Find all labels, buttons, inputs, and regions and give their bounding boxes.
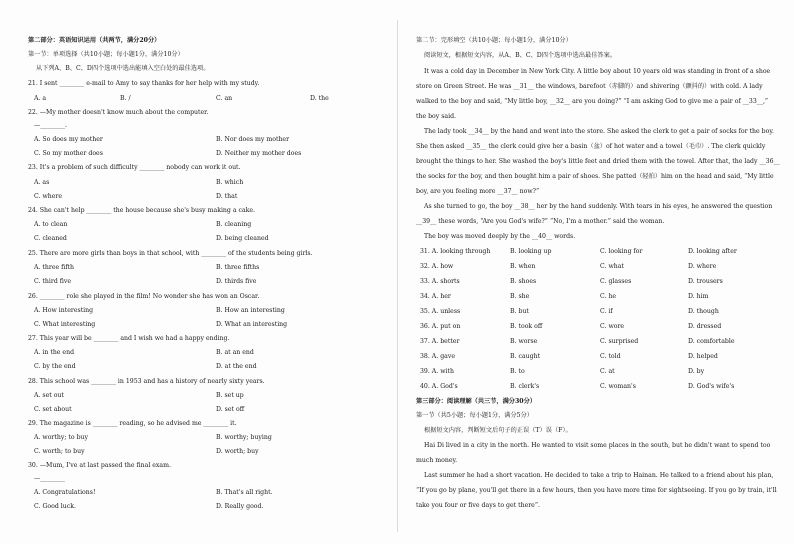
passage-line: She then asked __35__ the clerk could give her a basin（盆）of hot water and a towel（毛巾）. The clerk quickly [416, 143, 766, 150]
option[interactable]: D. being cleaned [216, 235, 269, 242]
option[interactable]: A. to clean [34, 221, 68, 228]
option[interactable]: D. at the end [216, 363, 257, 370]
question-stem: 28. This school was ________ in 1953 and has a history of nearly sixty years. [28, 378, 265, 385]
option[interactable]: C. he [600, 293, 617, 300]
reading-line: “If you go by plane, you'll get there in a few hours, then you have more time for sightseeing. If you go by train, it'll [416, 487, 777, 494]
passage-line: The lady took __34__ by the hand and went into the store. She asked the clerk to get a pair of socks for the boy. [424, 128, 774, 135]
instruction: 根据短文内容，判断短文后句子的正误（T）误（F）。 [424, 427, 572, 434]
option[interactable]: D. where [688, 263, 717, 270]
option[interactable]: C. glasses [600, 278, 632, 285]
option[interactable]: A. set out [34, 392, 64, 399]
passage-line: As she turned to go, the boy __38__ her by the hand suddenly. With tears in his eyes, he answered the question [424, 203, 773, 210]
option[interactable]: C. told [600, 353, 621, 360]
option[interactable]: D. What an interesting [216, 321, 288, 328]
passage-line: brought the things to her. She washed the boy's little feet and dried them with the towel. After that, the lady __36__ [416, 158, 780, 165]
option[interactable]: C. looking for [600, 248, 643, 255]
passage-line: walked to the boy and said, “My little boy, __32__ are you doing?” “I am asking God to give me a pair of __33__,” [416, 98, 769, 105]
passage-line: It was a cold day in December in New York City. A little boy about 10 years old was standing in front of a shoe [424, 68, 771, 75]
option[interactable]: B. at an end [216, 349, 254, 356]
option[interactable]: B. set up [216, 392, 244, 399]
option[interactable]: B. / [120, 95, 131, 102]
option[interactable]: D. Really good. [216, 503, 264, 510]
option[interactable]: B. shoes [510, 278, 537, 285]
reading-line: Last summer he had a short vacation. He decided to take a trip to Hainan. He talked to a friend about his plan, [424, 472, 774, 479]
option[interactable]: D. comfortable [688, 338, 735, 345]
option[interactable]: B. worse [510, 338, 538, 345]
option[interactable]: D. though [688, 308, 719, 315]
option[interactable]: A. in the end [34, 349, 75, 356]
option[interactable]: C. woman's [600, 383, 636, 390]
option[interactable]: B. cleaning [216, 221, 252, 228]
option[interactable]: D. God's wife's [688, 383, 735, 390]
option[interactable]: C. where [34, 193, 63, 200]
option[interactable]: A. worthy; to buy [34, 434, 89, 441]
option[interactable]: B. clerk's [510, 383, 540, 390]
question-stem: 27. This year will be ________ and I wish we had a happy ending. [28, 335, 230, 342]
option[interactable]: 32. A. how [420, 263, 454, 270]
question-stem: 30. —Mum, I've at last passed the final exam. [28, 462, 171, 469]
option[interactable]: B. Nor does my mother [216, 136, 290, 143]
page-divider [397, 20, 398, 532]
option[interactable]: C. surprised [600, 338, 639, 345]
option[interactable]: 38. A. gave [420, 353, 456, 360]
option[interactable]: B. three fifths [216, 264, 260, 271]
instruction: 从下列A、B、C、D四个选项中选出能填入空白处的最佳选项。 [36, 65, 210, 72]
option[interactable]: B. worthy; buying [216, 434, 272, 441]
option[interactable]: D. set off [216, 406, 245, 413]
section-title: 第二节：完形填空（共10小题；每小题1分，满分10分） [416, 37, 572, 44]
option[interactable]: D. dressed [688, 323, 722, 330]
option[interactable]: A. Congratulations! [34, 489, 96, 496]
question-stem: 23. It's a problem of such difficulty ________ nobody can work it out. [28, 164, 241, 171]
question-stem: 26. ________ role she played in the film! No wonder she has won an Oscar. [28, 293, 260, 300]
option[interactable]: B. That's all right. [216, 489, 273, 496]
option[interactable]: C. at [600, 368, 615, 375]
option[interactable]: C. So my mother does [34, 150, 103, 157]
question-stem-line2: —________ [34, 475, 65, 482]
option[interactable]: B. she [510, 293, 530, 300]
option[interactable]: B. looking up [510, 248, 552, 255]
passage-line: boy, are you feeling more __37__ now?” [416, 188, 540, 195]
option[interactable]: D. thirds five [216, 278, 257, 285]
option[interactable]: B. to [510, 368, 525, 375]
option[interactable]: B. took off [510, 323, 543, 330]
reading-line: much money. [416, 457, 458, 464]
passage-line: the boy said. [416, 113, 457, 120]
option[interactable]: D. that [216, 193, 238, 200]
passage-line: store on Green Street. He was __31__ the windows, barefoot（赤脚的）and shivering（颤抖的）with cold. A lady [416, 83, 763, 90]
question-stem: 25. There are more girls than boys in that school, with ________ of the students being girls. [28, 250, 313, 257]
option[interactable]: D. Neither my mother does [216, 150, 302, 157]
section-title: 第一节（共5小题；每小题1分，满分5分） [416, 412, 533, 419]
option[interactable]: D. the [310, 95, 329, 102]
option[interactable]: B. How an interesting [216, 307, 285, 314]
option[interactable]: B. which [216, 179, 244, 186]
option[interactable]: 39. A. with [420, 368, 454, 375]
question-stem: 22. —My mother doesn't know much about the computer. [28, 109, 209, 116]
option[interactable]: 34. A. her [420, 293, 451, 300]
option[interactable]: B. when [510, 263, 536, 270]
question-stem: 29. The magazine is ________ reading, so he advised me ________ it. [28, 420, 237, 427]
option[interactable]: C. worth; to buy [34, 448, 85, 455]
option[interactable]: C. Good luck. [34, 503, 76, 510]
passage-line: the socks for the boy, and then bought him a pair of shoes. She patted（轻拍）him on the head and said, “My little [416, 173, 774, 180]
option[interactable]: B. but [510, 308, 529, 315]
reading-line: take you four or five days to get there”. [416, 502, 540, 509]
passage-line: __39__ these words, “Are you God's wife?” “No, I'm a mother.” said the woman. [416, 218, 665, 225]
option[interactable]: D. looking after [688, 248, 737, 255]
option[interactable]: 37. A. better [420, 338, 460, 345]
part-heading: 第三部分：阅读理解（共三节，满分30分） [416, 398, 536, 405]
option[interactable]: C. set about [34, 406, 72, 413]
option[interactable]: C. by the end [34, 363, 76, 370]
option[interactable]: C. if [600, 308, 613, 315]
option[interactable]: B. caught [510, 353, 541, 360]
passage-line: The boy was moved deeply by the __40__ words. [424, 233, 576, 240]
instruction: 阅读短文，根据短文内容，从A、B、C、D四个选项中选出最佳答案。 [424, 52, 616, 59]
option[interactable]: C. wore [600, 323, 625, 330]
option[interactable]: 33. A. shorts [420, 278, 460, 285]
question-stem: 24. She can't help ________ the house because she's busy making a cake. [28, 207, 256, 214]
option[interactable]: 36. A. put on [420, 323, 461, 330]
option[interactable]: C. an [216, 95, 233, 102]
option[interactable]: 31. A. looking through [420, 248, 491, 255]
option[interactable]: D. him [688, 293, 709, 300]
part-heading: 第二部分：英语知识运用（共两节，满分20分） [28, 37, 161, 44]
question-stem: 21. I sent ________ e-mail to Amy to say thanks for her help with my study. [28, 80, 260, 87]
option[interactable]: A. as [34, 179, 50, 186]
option[interactable]: A. three fifth [34, 264, 75, 271]
option[interactable]: 40. A. God's [420, 383, 458, 390]
option[interactable]: D. worth; buy [216, 448, 259, 455]
option[interactable]: D. by [688, 368, 705, 375]
reading-line: Hai Di lived in a city in the north. He wanted to visit some places in the south, but he didn't want to spend too [424, 442, 771, 449]
option[interactable]: A. a [34, 95, 47, 102]
option[interactable]: C. third five [34, 278, 72, 285]
option[interactable]: D. trousers [688, 278, 723, 285]
option[interactable]: C. What interesting [34, 321, 96, 328]
option[interactable]: A. So does my mother [34, 136, 103, 143]
option[interactable]: 35. A. unless [420, 308, 461, 315]
question-stem-line2: —________. [34, 122, 67, 129]
option[interactable]: D. helped [688, 353, 718, 360]
option[interactable]: A. How interesting [34, 307, 94, 314]
section-title: 第一节：单项选择（共10小题；每小题1分，满分10分） [28, 51, 184, 58]
option[interactable]: C. what [600, 263, 624, 270]
option[interactable]: C. cleaned [34, 235, 67, 242]
